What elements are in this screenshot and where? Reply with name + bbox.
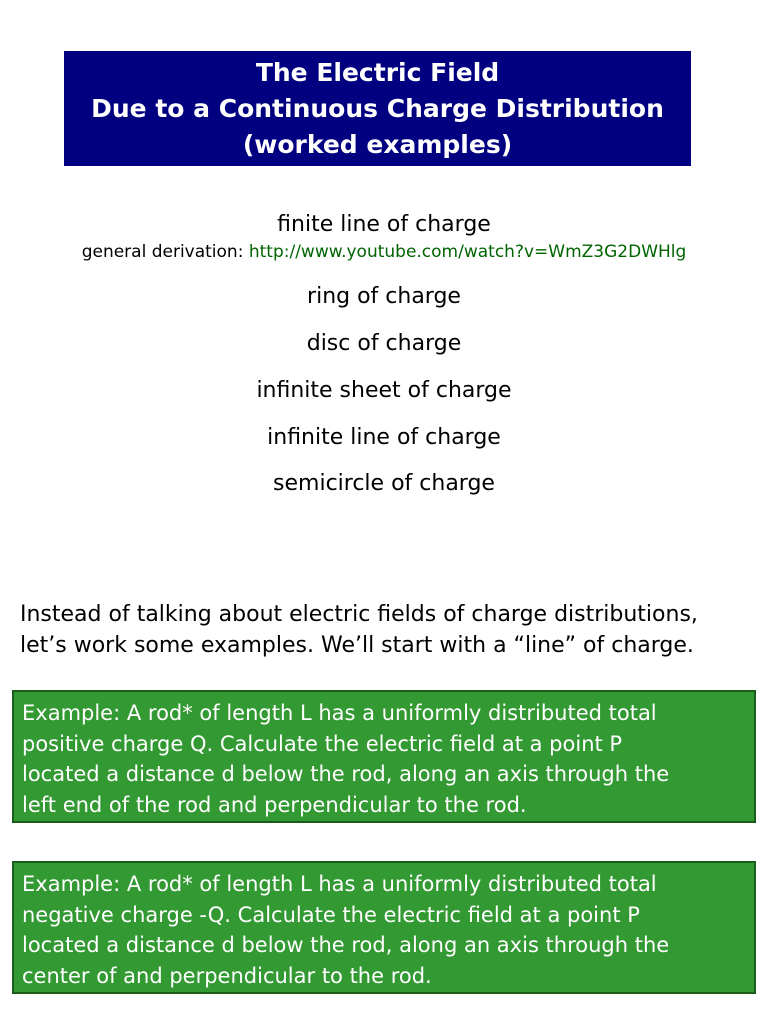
topic-infinite-line: infinite line of charge [267,425,501,450]
title-line-1: The Electric Field [255,58,500,87]
example-1-line-1: Example: A rod* of length L has a uniformly distributed total [22,701,657,725]
example-1-line-3: located a distance d below the rod, along an axis through the [22,762,670,786]
example-box-1 [12,690,756,823]
derivation-reference [0,240,768,264]
example-2-line-1: Example: A rod* of length L has a uniformly distributed total [22,872,657,896]
example-1-line-4: left end of the rod and perpendicular to the rod. [22,792,527,817]
example-2-line-4: center of and perpendicular to the rod. [22,963,432,988]
title-banner [64,51,691,166]
derivation-link[interactable]: http://www.youtube.com/watch?v=WmZ3G2DWHlg [248,242,687,262]
topic-finite-line: finite line of charge [277,212,491,237]
topic-disc: disc of charge [306,331,462,356]
example-2-line-2: negative charge -Q. Calculate the electric field at a point P [22,902,640,927]
topic-semicircle: semicircle of charge [273,471,495,496]
topic-infinite-sheet: infinite sheet of charge [256,378,512,403]
example-box-2 [12,861,756,994]
title-line-3: (worked examples) [242,130,513,159]
intro-paragraph [20,599,760,661]
intro-line-1: Instead of talking about electric fields of charge distributions, [20,602,698,627]
derivation-label: general derivation: [81,242,244,262]
intro-line-2: let’s work some examples. We’ll start with a “line” of charge. [20,633,694,658]
topic-ring: ring of charge [307,284,461,309]
title-line-2: Due to a Continuous Charge Distribution [91,94,664,123]
example-2-line-3: located a distance d below the rod, along an axis through the [22,933,670,957]
example-1-line-2: positive charge Q. Calculate the electric field at a point P [22,731,623,756]
